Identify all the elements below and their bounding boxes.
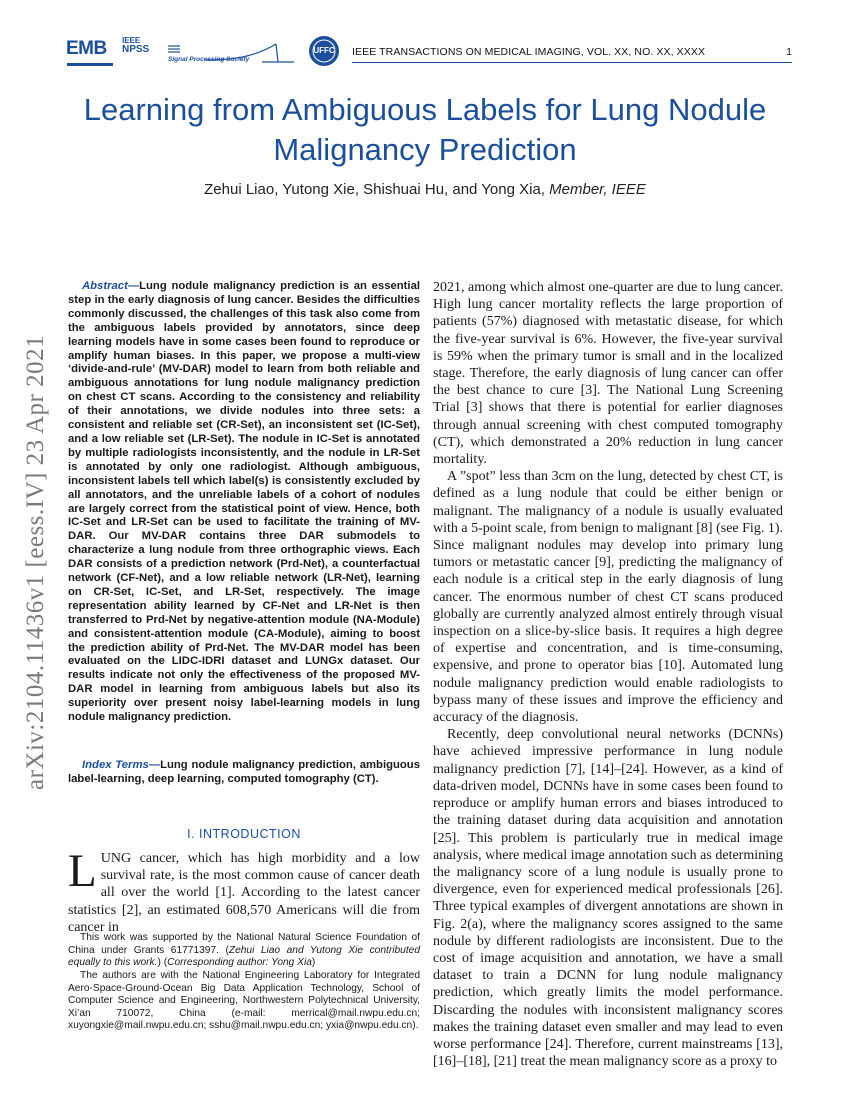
footnote-equal-contrib: Zehui Liao and Yutong Xie contributed equally to this work. xyxy=(68,944,420,969)
abstract-text: Lung nodule malignancy prediction is an essential step in the early diagnosis of lung cancer. Besides the difficulties commonly discussed, the challenges of this task also come from the ambiguous labels provided by annotators, since deep learning models have in some cases been found to reproduce or amplify human biases. In this paper, we propose a multi-view ‘divide-and-rule’ (MV-DAR) model to learn from both reliable and ambiguous annotations for lung nodule malignancy prediction on chest CT scans. According to the consistency and reliability of their annotations, we divide nodules into three sets: a consistent and reliable set (CR-Set), an inconsistent set (IC-Set), and a low reliable set (LR-Set). The nodule in IC-Set is annotated by multiple radiologists inconsistently, and the nodule in LR-Set is annotated by only one radiologist. Although ambiguous, inconsistent labels tell which label(s) is consistently excluded by all annotators, and the unreliable labels of a cohort of nodules are largely correct from the statistical point of view. Hence, both IC-Set and LR-Set can be used to facilitate the training of MV-DAR. Our MV-DAR contains three DAR submodels to characterize a lung nodule from three orthographic views. Each DAR consists of a prediction network (Prd-Net), a counterfactual network (CF-Net), and a low reliable network (LR-Net), learning on CR-Set, IC-Set, and LR-Set, respectively. The image representation ability learned by CF-Net and LR-Net is then transferred to Prd-Net by negative-attention module (NA-Module) and consistent-attention module (CA-Module), aiming to boost the prediction ability of Prd-Net. The MV-DAR model has been evaluated on the LIDC-IDRI dataset and LUNGx dataset. Our results indicate not only the effectiveness of the proposed MV-DAR model in learning from ambiguous labels but also its superiority over present noisy label-learning models in lung nodule malignancy prediction. xyxy=(68,280,420,724)
arxiv-stamp: arXiv:2104.11436v1 [eess.IV] 23 Apr 2021 xyxy=(22,334,49,790)
page-number: 1 xyxy=(786,46,792,58)
authors-list: Zehui Liao, Yutong Xie, Shishuai Hu, and Yong Xia, xyxy=(204,181,545,198)
page-header xyxy=(66,34,792,68)
intro-dropcap: L xyxy=(68,845,97,897)
abstract-lead: Abstract— xyxy=(82,280,140,292)
footnote-sep: ) ( xyxy=(157,957,168,969)
footnote-funding xyxy=(68,932,420,970)
journal-name: IEEE TRANSACTIONS ON MEDICAL IMAGING, VOL. XX, NO. XX, XXXX xyxy=(352,46,706,58)
intro-text: UNG cancer, which has high morbidity and a low survival rate, is the most common cause of cancer death all over the world [1]. According to the latest cancer statistics [2], an estimated 608,570 Americans will die from cancer in xyxy=(68,851,420,935)
right-column xyxy=(433,279,783,1070)
intro-paragraph xyxy=(68,845,420,936)
header-rule xyxy=(352,62,792,63)
abstract xyxy=(68,280,420,725)
sps-logo-text: Signal Processing Society xyxy=(168,56,250,63)
emb-logo-text: EMB xyxy=(66,38,107,59)
uffc-logo-text: UFFC xyxy=(313,46,335,55)
footnote-funding-text: This work was supported by the National Natural Science Foundation of China under Grants 61771397. ( xyxy=(68,932,420,956)
uffc-logo xyxy=(308,35,340,67)
authors-membership: Member, IEEE xyxy=(549,181,646,198)
footnote-corresponding: Corresponding author: Yong Xia xyxy=(167,957,312,969)
paper-authors xyxy=(60,181,790,198)
index-terms xyxy=(68,759,420,787)
paper-title: Learning from Ambiguous Labels for Lung Nodule Malignancy Prediction xyxy=(83,92,767,167)
right-paragraph: Recently, deep convolutional neural networks (DCNNs) have achieved impressive performance in lung nodule malignancy prediction [7], [14]–[24]. However, as a kind of data-driven model, DCNNs have in some cases been found to reproduce or amplify human errors and biases introduced to the training dataset during data acquisition and annotation [25]. This problem is particularly true in medical image analysis, where medical image annotation such as determining the malignancy score of a lung nodule is usually prone to divergence, even for experienced medical professionals [26]. Three typical examples of divergent annotations are shown in Fig. 2(a), where the malignancy scores assigned to the same nodule by different radiologists are inconsistent. Due to the cost of image acquisition and annotation, we have a small dataset to train a DCNN for lung nodule malignancy prediction, which greatly limits the model performance. Discarding the nodules with inconsistent malignancy scores makes the training dataset even smaller and may lead to even worse performance [24]. Therefore, current mainstreams [13], [16]–[18], [21] treat the mean malignancy score as a proxy to xyxy=(433,727,783,1070)
npss-logo xyxy=(122,36,162,66)
right-paragraph: A ”spot” less than 3cm on the lung, detected by chest CT, is defined as a lung nodule that could be either benign or malignant. The malignancy of a nodule is usually evaluated with a 5-point scale, from benign to malignant [8] (see Fig. 1). Since malignant nodules may develop into primary lung tumors or metastatic cancer [9], predicting the malignancy of each nodule is a critical step in the early diagnosis of lung cancer. The enormous number of chest CT scans produced globally are currently analyzed almost entirely through visual inspection on a slice-by-slice basis. It requires a high degree of expertise and concentration, and is time-consuming, expensive, and prone to operator bias [10]. Automated lung nodule malignancy prediction would enable radiologists to bypass many of these issues and improve the efficiency and accuracy of the diagnosis. xyxy=(433,469,783,726)
index-terms-lead: Index Terms— xyxy=(82,759,161,771)
emb-logo-bar xyxy=(67,63,113,66)
right-paragraph: 2021, among which almost one-quarter are due to lung cancer. High lung cancer mortality reflects the large proportion of patients (57%) diagnosed with metastatic disease, for which the five-year survival is 6%. However, the five-year survival is 59% when the primary tumor is small and in the localized stage. Therefore, the early diagnosis of lung cancer can offer the best chance to cure [3]. The National Lung Screening Trial [3] shows that there is potential for earlier diagnoses through annual screening with chest computed tomography (CT), which demonstrated a 20% reduction in lung cancer mortality. xyxy=(433,280,783,468)
section-heading-introduction: I. INTRODUCTION xyxy=(187,827,301,841)
emb-logo xyxy=(66,38,116,64)
index-terms-text: Lung nodule malignancy prediction, ambiguous label-learning, deep learning, computed tomography (CT). xyxy=(68,759,420,785)
footnote-end: ) xyxy=(311,957,316,969)
npss-logo-line1: IEEE xyxy=(122,36,141,45)
signal-processing-society-logo xyxy=(166,42,306,66)
npss-logo-line2: NPSS xyxy=(122,44,150,55)
footnote-affiliation: The authors are with the National Engineering Laboratory for Integrated Aero-Space-Ground-Ocean Big Data Application Technology, School of Computer Science and Engineering, Northwestern Polytechnical University, Xi’an 710072, China (e-mail: merrical@mail.nwpu.edu.cn; xuyongxie@mail.nwpu.edu.cn; sshu@mail.nwpu.edu.cn; yxia@nwpu.edu.cn). xyxy=(68,970,420,1032)
